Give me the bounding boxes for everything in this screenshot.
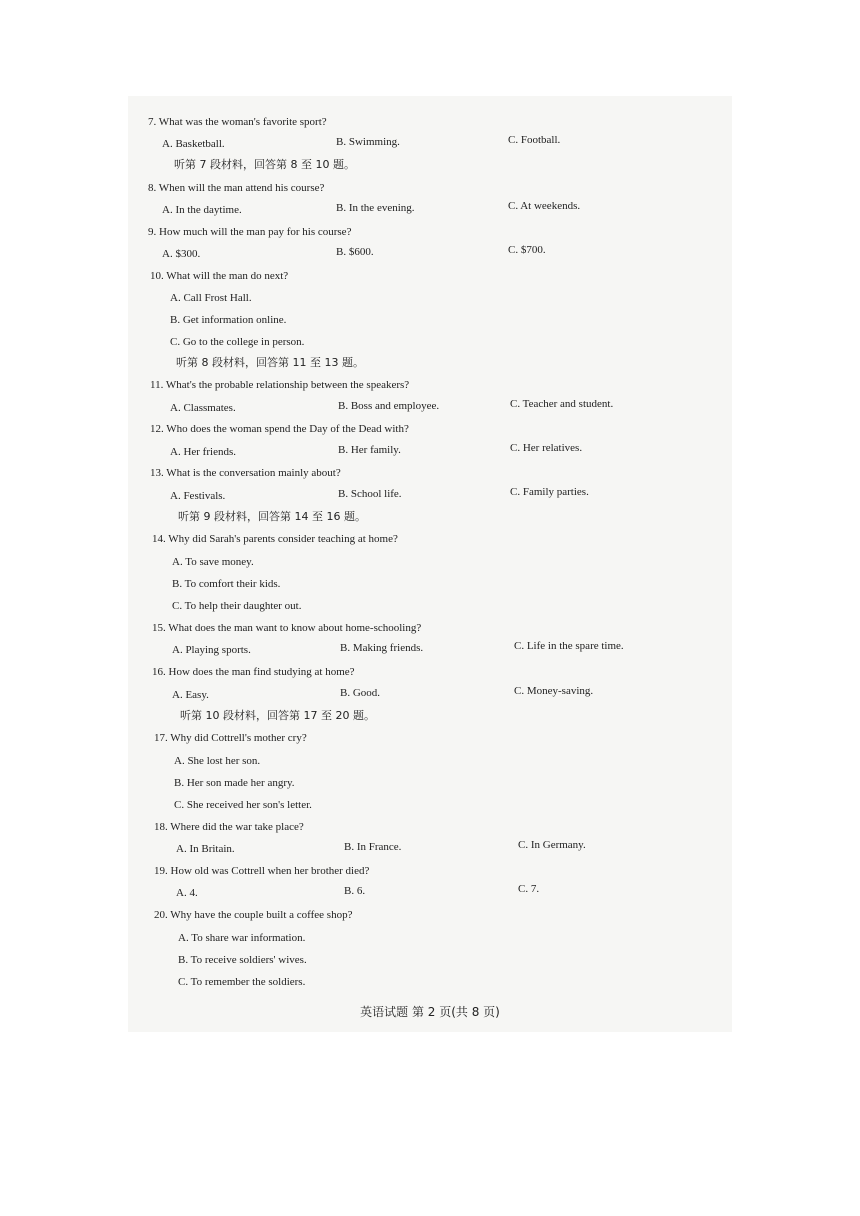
option-20a: A. To share war information. [178,932,306,944]
question-17: 17. Why did Cottrell's mother cry? [154,732,307,744]
option-15c: C. Life in the spare time. [514,640,624,652]
option-13a: A. Festivals. [170,490,226,502]
option-11c: C. Teacher and student. [510,398,614,410]
option-8b: B. In the evening. [336,202,415,214]
question-7: 7. What was the woman's favorite sport? [148,116,327,128]
option-19b: B. 6. [344,885,366,897]
option-12b: B. Her family. [338,444,401,456]
option-9a: A. $300. [162,248,201,260]
option-8a: A. In the daytime. [162,204,242,216]
option-15a: A. Playing sports. [172,644,251,656]
option-7c: C. Football. [508,134,561,146]
option-13b: B. School life. [338,488,402,500]
option-18b: B. In France. [344,841,402,853]
section-note-7: 听第 7 段材料，回答第 8 至 10 题。 [174,158,355,171]
question-8: 8. When will the man attend his course? [148,182,325,194]
option-18c: C. In Germany. [518,839,586,851]
option-11a: A. Classmates. [170,402,236,414]
question-11: 11. What's the probable relationship between the speakers? [150,379,410,391]
option-17c: C. She received her son's letter. [174,799,312,811]
option-10c: C. Go to the college in person. [170,336,305,348]
page-footer: 英语试题 第 2 页(共 8 页) [360,1005,500,1019]
question-12: 12. Who does the woman spend the Day of the Dead with? [150,423,409,435]
question-20: 20. Why have the couple built a coffee shop? [154,909,353,921]
question-19: 19. How old was Cottrell when her brother died? [154,865,370,877]
option-7a: A. Basketball. [162,138,225,150]
option-15b: B. Making friends. [340,642,424,654]
option-19a: A. 4. [176,887,198,899]
option-9b: B. $600. [336,246,374,258]
option-16a: A. Easy. [172,689,209,701]
option-14b: B. To comfort their kids. [172,578,281,590]
question-18: 18. Where did the war take place? [154,821,304,833]
option-18a: A. In Britain. [176,843,235,855]
option-9c: C. $700. [508,244,546,256]
option-14c: C. To help their daughter out. [172,600,302,612]
question-16: 16. How does the man find studying at home? [152,666,355,678]
option-19c: C. 7. [518,883,540,895]
option-14a: A. To save money. [172,556,254,568]
option-7b: B. Swimming. [336,136,400,148]
section-note-9: 听第 9 段材料，回答第 14 至 16 题。 [178,510,366,523]
option-20c: C. To remember the soldiers. [178,976,306,988]
option-11b: B. Boss and employee. [338,400,440,412]
question-10: 10. What will the man do next? [150,270,289,282]
section-note-8: 听第 8 段材料，回答第 11 至 13 题。 [176,356,364,369]
section-note-10: 听第 10 段材料，回答第 17 至 20 题。 [180,709,375,722]
question-13: 13. What is the conversation mainly about? [150,467,341,479]
option-20b: B. To receive soldiers' wives. [178,954,307,966]
option-16b: B. Good. [340,687,381,699]
option-8c: C. At weekends. [508,200,581,212]
question-14: 14. Why did Sarah's parents consider teaching at home? [152,533,398,545]
option-17b: B. Her son made her angry. [174,777,295,789]
question-9: 9. How much will the man pay for his course? [148,226,352,238]
option-12c: C. Her relatives. [510,442,583,454]
option-17a: A. She lost her son. [174,755,261,767]
option-13c: C. Family parties. [510,486,589,498]
question-15: 15. What does the man want to know about home-schooling? [152,622,422,634]
option-10b: B. Get information online. [170,314,287,326]
option-10a: A. Call Frost Hall. [170,292,252,304]
option-12a: A. Her friends. [170,446,236,458]
option-16c: C. Money-saving. [514,685,594,697]
